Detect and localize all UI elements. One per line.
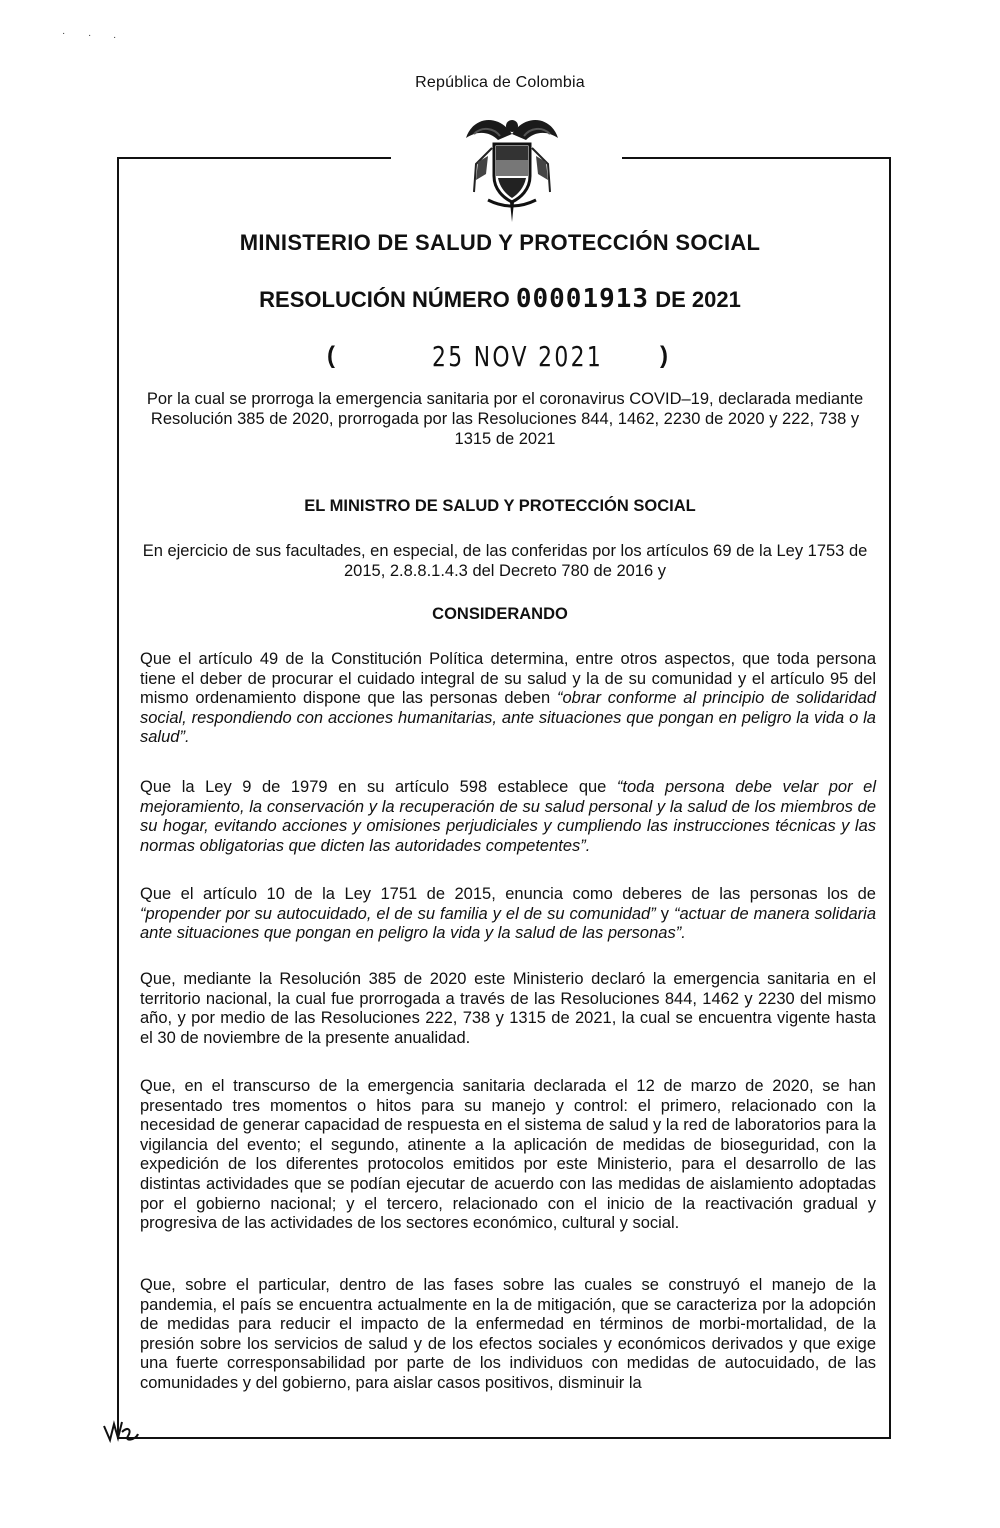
paragraph-text: Que el artículo 49 de la Constitución Política determina, entre otros aspectos, que toda persona tiene el deber de procurar el cuidado integral de su salud y la de su comunidad y el artículo 95 del mismo ordenamiento dispone que las personas deben bbox=[140, 650, 876, 708]
resolution-number-line bbox=[0, 284, 1000, 314]
considerando-paragraph bbox=[140, 778, 876, 856]
frame-border bbox=[622, 157, 891, 159]
considerando-paragraph: Que, en el transcurso de la emergencia sanitaria declarada el 12 de marzo de 2020, se han presentado tres momentos o hitos para su manejo y control: el primero, relacionado con la necesidad de generar capacidad de respuesta en el sistema de salud y la red de laboratorios para la vigilancia del evento; el segundo, atinente a la aplicación de medidas de bioseguridad, con la expedición de los diferentes protocolos emitidos por este Ministerio, para el desarrollo de las distintas actividades que se podían ejecutar de acuerdo con las medidas de aislamiento adoptadas por el gobierno nacional; y el tercero, relacionado con el inicio de la reactivación gradual y progresiva de las actividades de los sectores económico, cultural y social. bbox=[140, 1077, 876, 1233]
date-line bbox=[0, 342, 1000, 382]
paragraph-text: Que la Ley 9 de 1979 en su artículo 598 establece que bbox=[140, 778, 617, 796]
frame-border bbox=[117, 1437, 891, 1439]
considerando-heading: CONSIDERANDO bbox=[432, 605, 568, 623]
frame-border bbox=[117, 157, 391, 159]
country-header: República de Colombia bbox=[415, 74, 585, 91]
resolution-year: DE 2021 bbox=[655, 287, 741, 312]
considerando-paragraph bbox=[140, 650, 876, 748]
resolution-prefix: RESOLUCIÓN NÚMERO bbox=[259, 287, 510, 312]
paragraph-quote: “actuar de manera solidaria ante situaciones que pongan en peligro la vida y la salud de las personas”. bbox=[140, 904, 877, 943]
date-paren-open: ( bbox=[327, 342, 335, 369]
faculties-text: En ejercicio de sus facultades, en especial, de las conferidas por los artículos 69 de la Ley 1753 de 2015, 2.8.8.1.4.3 del Decreto 780 de 2016 y bbox=[142, 542, 868, 580]
coat-of-arms-icon bbox=[452, 104, 572, 224]
paragraph-text: Que el artículo 10 de la Ley 1751 de 2015, enuncia como deberes de las personas los de bbox=[140, 885, 876, 903]
scan-speck: · bbox=[113, 32, 117, 43]
scan-speck: · bbox=[62, 28, 66, 39]
paragraph-quote: “propender por su autocuidado, el de su familia y el de su comunidad” bbox=[140, 904, 656, 923]
considerando-paragraph: Que, mediante la Resolución 385 de 2020 este Ministerio declaró la emergencia sanitaria en el territorio nacional, la cual fue prorrogada a través de las Resoluciones 844, 1462 y 2230 del mismo año, y por medio de las Resoluciones 222, 738 y 1315 de 2021, la cual se encuentra vigente hasta el 30 de noviembre de la presente anualidad. bbox=[140, 970, 876, 1047]
considerando-paragraph: Que, sobre el particular, dentro de las fases sobre las cuales se construyó el manejo de la pandemia, el país se encuentra actualmente en la de mitigación, que se caracteriza por la adopción de medidas para reducir el impacto de la enfermedad en términos de morbi-mortalidad, de la presión sobre los servicios de salud y de los efectos sociales y económicos derivados y que exige una fuerte corresponsabilidad por parte de los individuos con medidas de autocuidado, de las comunidades y del gobierno, para aislar casos positivos, disminuir la bbox=[140, 1276, 876, 1392]
resolution-subject: Por la cual se prorroga la emergencia sanitaria por el coronavirus COVID–19, declarada mediante Resolución 385 de 2020, prorrogada por las Resoluciones 844, 1462, 2230 de 2020 y 222, 738 y 1315 de 2021 bbox=[146, 390, 864, 448]
paragraph-quote: “toda persona debe velar por el mejoramiento, la conservación y la recuperación de su salud personal y la salud de los miembros de su hogar, evitando acciones y omisiones perjudiciales y cumpliendo las instrucciones técnicas y las normas obligatorias que dicten las autoridades competentes”. bbox=[140, 778, 876, 855]
considerando-paragraph bbox=[140, 885, 876, 944]
handwritten-initials-icon bbox=[102, 1418, 140, 1444]
authority-heading: EL MINISTRO DE SALUD Y PROTECCIÓN SOCIAL bbox=[304, 497, 696, 515]
resolution-number: 00001913 bbox=[515, 284, 650, 314]
ministry-title: MINISTERIO DE SALUD Y PROTECCIÓN SOCIAL bbox=[239, 230, 761, 255]
date-stamp: 25 NOV 2021 bbox=[432, 340, 604, 373]
paragraph-quote: “obrar conforme al principio de solidaridad social, respondiendo con acciones humanitarias, ante situaciones que pongan en peligro la vida o la salud”. bbox=[140, 689, 876, 747]
scan-speck: · bbox=[88, 30, 92, 41]
date-paren-close: ) bbox=[660, 342, 668, 369]
paragraph-text: y bbox=[655, 904, 674, 923]
